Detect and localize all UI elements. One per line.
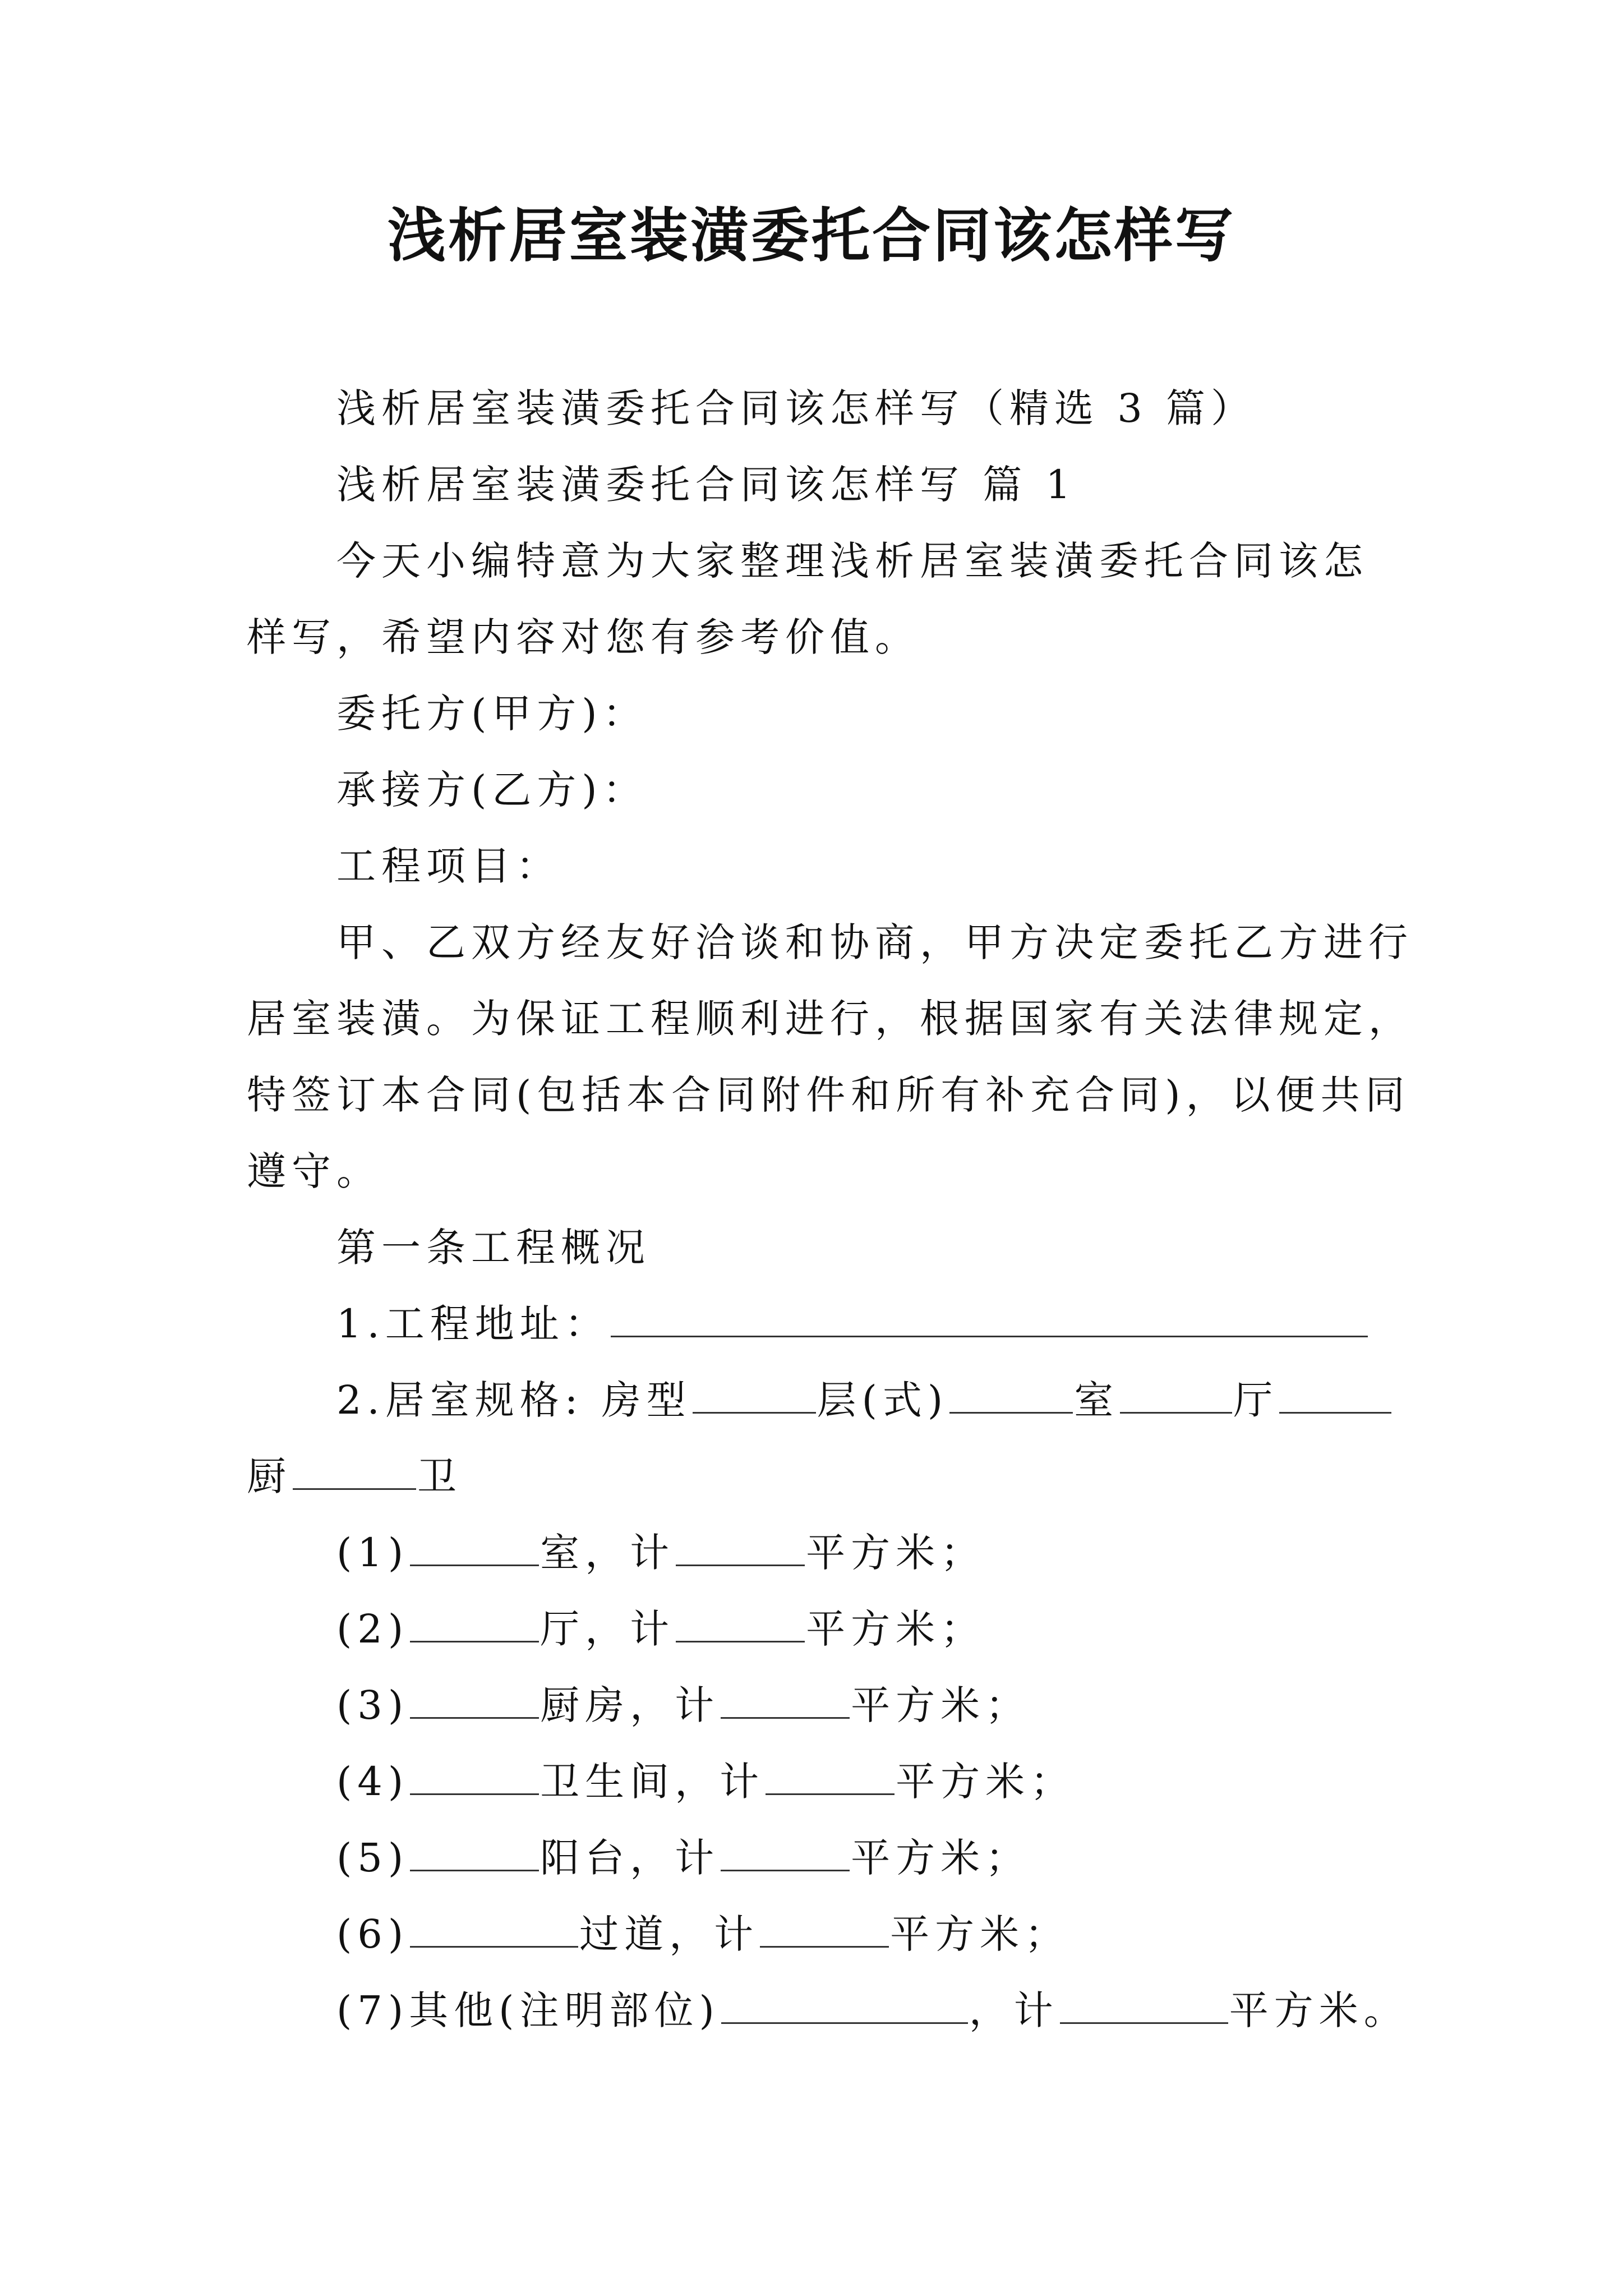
item-num: (6) xyxy=(336,1911,409,1957)
item-blank xyxy=(760,1907,889,1948)
preamble-line-3: 特签订本合同(包括本合同附件和所有补充合同)，以便共同 xyxy=(247,1072,1410,1118)
item-blank xyxy=(676,1525,805,1566)
item-num: (1) xyxy=(336,1530,409,1576)
intro-line-1: 今天小编特意为大家整理浅析居室装潢委托合同该怎 xyxy=(336,538,1368,584)
item-blank xyxy=(721,1678,850,1719)
spec-blank xyxy=(1120,1373,1232,1414)
address-line xyxy=(247,1286,1408,1362)
item-unit: 平方米； xyxy=(806,1530,986,1576)
spec-blank xyxy=(949,1373,1073,1414)
item-room: 厅，计 xyxy=(540,1606,675,1652)
item-blank xyxy=(410,1602,539,1642)
preamble-line-1: 甲、乙双方经友好洽谈和协商，甲方决定委托乙方进行 xyxy=(336,919,1413,965)
party-b-line: 承接方(乙方)： xyxy=(336,767,648,813)
area-item xyxy=(247,1515,1408,1591)
item-num: (4) xyxy=(336,1759,409,1805)
spec-chu: 厨 xyxy=(247,1453,292,1499)
item-7-label: (7)其他(注明部位) xyxy=(336,1987,720,2033)
party-a-line: 委托方(甲方)： xyxy=(336,691,648,737)
item-blank xyxy=(410,1678,539,1719)
address-label: 1.工程地址： xyxy=(336,1301,610,1347)
spec-line-2 xyxy=(247,1438,1408,1515)
article-1-heading: 第一条工程概况 xyxy=(336,1225,651,1271)
area-item xyxy=(247,1591,1408,1667)
spec-blank xyxy=(693,1373,816,1414)
spec-label: 2.居室规格: 房型 xyxy=(336,1377,691,1423)
intro-line-2: 样写，希望内容对您有参考价值。 xyxy=(247,614,920,660)
spec-blank xyxy=(293,1449,416,1490)
item-7-unit: 平方米。 xyxy=(1229,1987,1409,2033)
item-blank xyxy=(410,1525,539,1566)
address-blank xyxy=(611,1296,1368,1337)
area-item xyxy=(247,1820,1408,1896)
item-unit: 平方米； xyxy=(851,1682,1031,1728)
item-room: 过道，计 xyxy=(579,1911,759,1957)
item-blank xyxy=(721,1830,850,1871)
item-7-mid: ，计 xyxy=(969,1987,1059,2033)
item-blank xyxy=(766,1754,895,1795)
item-blank xyxy=(410,1907,578,1948)
spec-blank xyxy=(1279,1373,1391,1414)
item-room: 阳台，计 xyxy=(540,1835,720,1881)
item-blank xyxy=(410,1754,539,1795)
item-unit: 平方米； xyxy=(806,1606,986,1652)
preamble-line-2: 居室装潢。为保证工程顺利进行，根据国家有关法律规定， xyxy=(247,996,1413,1042)
item-room: 厨房，计 xyxy=(540,1682,720,1728)
area-item-7 xyxy=(247,1972,1408,2049)
item-blank xyxy=(721,1983,968,2024)
spec-line xyxy=(247,1362,1408,1438)
item-unit: 平方米； xyxy=(890,1911,1070,1957)
spec-shi: 室 xyxy=(1074,1377,1119,1423)
item-room: 室，计 xyxy=(540,1530,675,1576)
area-item xyxy=(247,1667,1408,1743)
item-num: (5) xyxy=(336,1835,409,1881)
item-blank xyxy=(676,1602,805,1642)
document-body xyxy=(247,370,1413,2049)
document-title: 浅析居室装潢委托合同该怎样写 xyxy=(387,201,1235,270)
item-blank xyxy=(1060,1983,1228,2024)
spec-wei: 卫 xyxy=(417,1453,462,1499)
item-unit: 平方米； xyxy=(896,1759,1076,1805)
item-num: (3) xyxy=(336,1682,409,1728)
item-room: 卫生间，计 xyxy=(540,1759,765,1805)
project-line: 工程项目： xyxy=(336,843,561,889)
section-heading: 浅析居室装潢委托合同该怎样写 篇 1 xyxy=(336,462,1077,508)
area-item xyxy=(247,1743,1408,1820)
item-blank xyxy=(410,1830,539,1871)
area-item xyxy=(247,1896,1408,1972)
spec-ceng: 层(式) xyxy=(817,1377,949,1423)
subtitle-line: 浅析居室装潢委托合同该怎样写（精选 3 篇） xyxy=(336,385,1256,431)
item-unit: 平方米； xyxy=(851,1835,1031,1881)
spec-ting: 厅 xyxy=(1233,1377,1279,1423)
preamble-line-4: 遵守。 xyxy=(247,1148,381,1194)
item-num: (2) xyxy=(336,1606,409,1652)
